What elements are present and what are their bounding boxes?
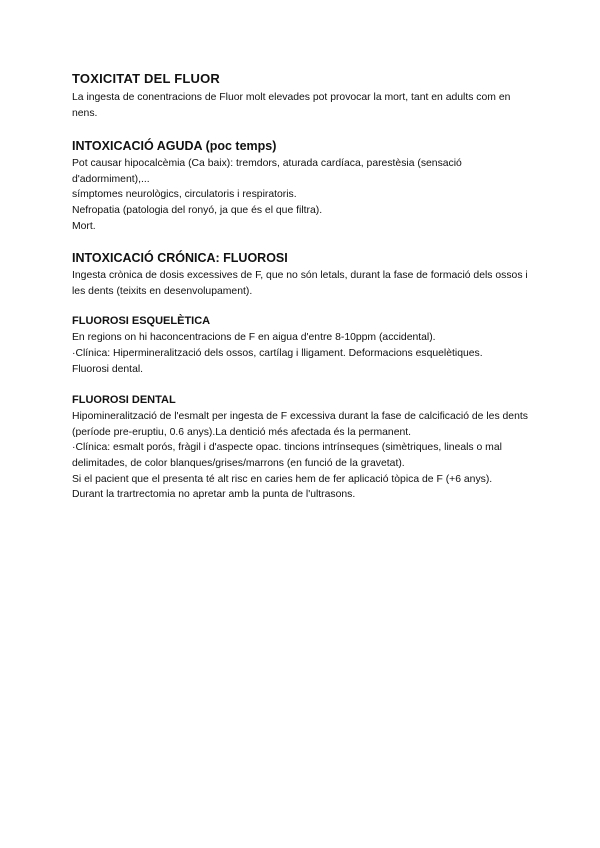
document-page bbox=[72, 70, 532, 520]
paragraph-line: Mort. bbox=[72, 220, 96, 232]
section-dental-fluorosis bbox=[72, 393, 532, 503]
section-heading: FLUOROSI DENTAL bbox=[72, 394, 176, 407]
paragraph-line: Fluorosi dental. bbox=[72, 363, 144, 375]
paragraph-line: símptomes neurològics, circulatoris i respiratoris. bbox=[72, 189, 297, 201]
section-skeletal-fluorosis bbox=[72, 314, 532, 377]
section-intro bbox=[72, 70, 532, 121]
section-heading: FLUOROSI ESQUELÈTICA bbox=[72, 315, 211, 328]
paragraph-line: Hipomineralització de l'esmalt per ingesta de F excessiva durant la fase de calcificació de les dents (període pre-eruptiu, 0.6 anys).La dentició més afectada és la permanent. bbox=[72, 411, 528, 438]
section-heading: INTOXICACIÓ AGUDA (poc temps) bbox=[72, 139, 277, 154]
paragraph-line: Ingesta crònica de dosis excessives de F, que no són letals, durant la fase de formació dels ossos i les dents (teixits en desenvolupament). bbox=[72, 270, 528, 297]
intro-paragraph: La ingesta de conentracions de Fluor molt elevades pot provocar la mort, tant en adults com en nens. bbox=[72, 92, 511, 119]
paragraph-line: Si el pacient que el presenta té alt risc en caries hem de fer aplicació tòpica de F (+6 anys). bbox=[72, 473, 493, 485]
section-chronic-intoxication bbox=[72, 250, 532, 299]
paragraph-line: En regions on hi haconcentracions de F en aigua d'entre 8-10ppm (accidental). bbox=[72, 332, 436, 344]
paragraph-line: ·Clínica: Hipermineralització dels ossos, cartílag i lligament. Deformacions esquelètiques. bbox=[72, 347, 483, 359]
paragraph-line: ·Clínica: esmalt porós, fràgil i d'aspecte opac. tincions intrínseques (simètriques, lineals o mal delimitades, de color blanques/grises/marrons (en funció de la gravetat). bbox=[72, 442, 502, 469]
paragraph-line: Pot causar hipocalcèmia (Ca baix): tremdors, aturada cardíaca, parestèsia (sensació d'adormiment),... bbox=[72, 158, 462, 185]
paragraph-line: Durant la trartrectomia no apretar amb la punta de l'ultrasons. bbox=[72, 489, 356, 501]
paragraph-line: Nefropatia (patologia del ronyó, ja que és el que filtra). bbox=[72, 204, 323, 216]
document-title: TOXICITAT DEL FLUOR bbox=[72, 71, 220, 86]
section-acute-intoxication bbox=[72, 138, 532, 234]
section-heading: INTOXICACIÓ CRÓNICA: FLUOROSI bbox=[72, 251, 288, 266]
